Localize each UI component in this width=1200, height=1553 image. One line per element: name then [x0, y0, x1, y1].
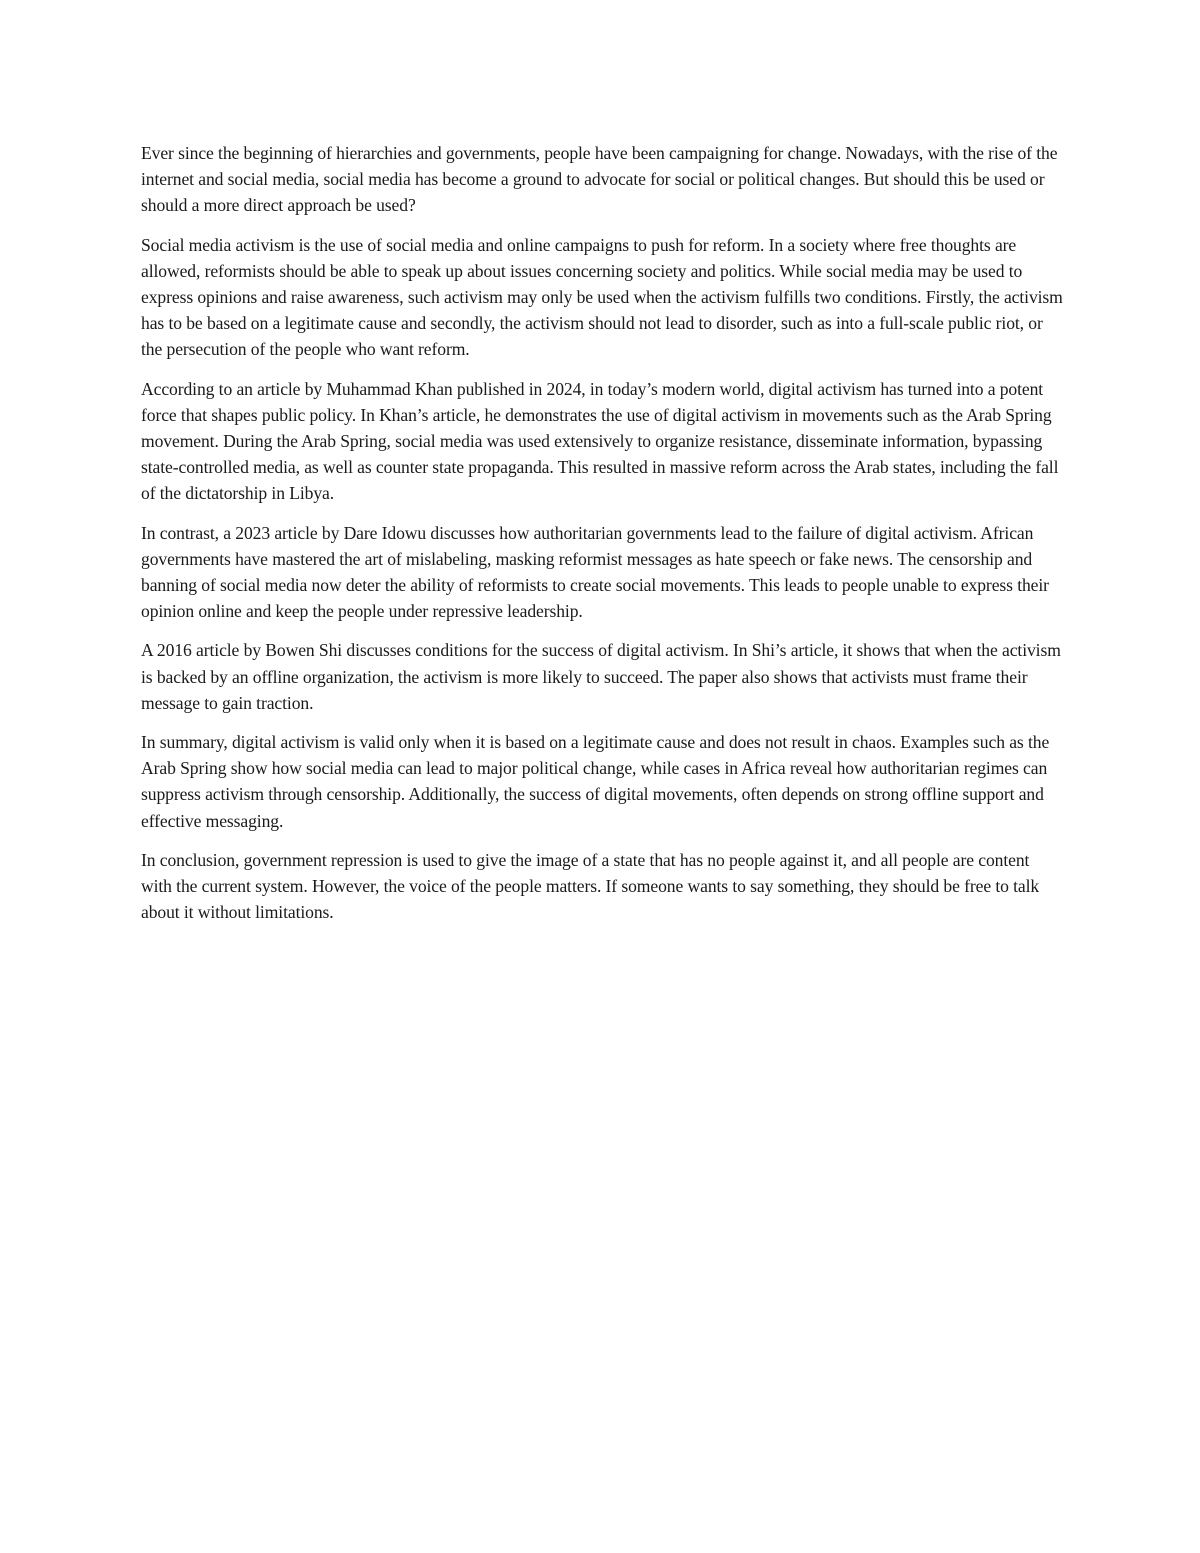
- paragraph-conclusion: In conclusion, government repression is used to give the image of a state that has no people against it, and all people are content with the current system. However, the voice of the people matters. If someone wants to say something, they should be free to talk about it without limitations.: [141, 849, 1040, 923]
- paragraph-khan-article: According to an article by Muhammad Khan published in 2024, in today’s modern world, digital activism has turned into a potent force that shapes public policy. In Khan’s article, he demonstrates the use of digital activism in movements such as the Arab Spring movement. During the Arab Spring, social media was used extensively to organize resistance, disseminate information, bypassing state-controlled media, as well as counter state propaganda. This resulted in massive reform across the Arab states, including the fall of the dictatorship in Libya.: [141, 378, 1059, 504]
- paragraph-definition: Social media activism is the use of social media and online campaigns to push for reform. In a society where free thoughts are allowed, reformists should be able to speak up about issues concerning society and politics. While social media may be used to express opinions and raise awareness, such activism may only be used when the activism fulfills two conditions. Firstly, the activism has to be based on a legitimate cause and secondly, the activism should not lead to disorder, such as into a full-scale public riot, or the persecution of the people who want reform.: [141, 234, 1063, 360]
- paragraph-shi-article: A 2016 article by Bowen Shi discusses conditions for the success of digital activism. In Shi’s article, it shows that when the activism is backed by an offline organization, the activism is more likely to succeed. The paper also shows that activists must frame their message to gain traction.: [141, 640, 1061, 713]
- document-body: [141, 140, 1063, 938]
- paragraph-summary: In summary, digital activism is valid only when it is based on a legitimate cause and does not result in chaos. Examples such as the Arab Spring show how social media can lead to major political change, while cases in Africa reveal how authoritarian regimes can suppress activism through censorship. Additionally, the success of digital movements, often depends on strong offline support and effective messaging.: [141, 732, 1050, 831]
- paragraph-introduction: Ever since the beginning of hierarchies and governments, people have been campaigning for change. Nowadays, with the rise of the internet and social media, social media has become a ground to advocate for social or political changes. But should this be used or should a more direct approach be used?: [141, 143, 1058, 216]
- paragraph-idowu-article: In contrast, a 2023 article by Dare Idowu discusses how authoritarian governments lead to the failure of digital activism. African governments have mastered the art of mislabeling, masking reformist messages as hate speech or fake news. The censorship and banning of social media now deter the ability of reformists to create social movements. This leads to people unable to express their opinion online and keep the people under repressive leadership.: [141, 522, 1049, 622]
